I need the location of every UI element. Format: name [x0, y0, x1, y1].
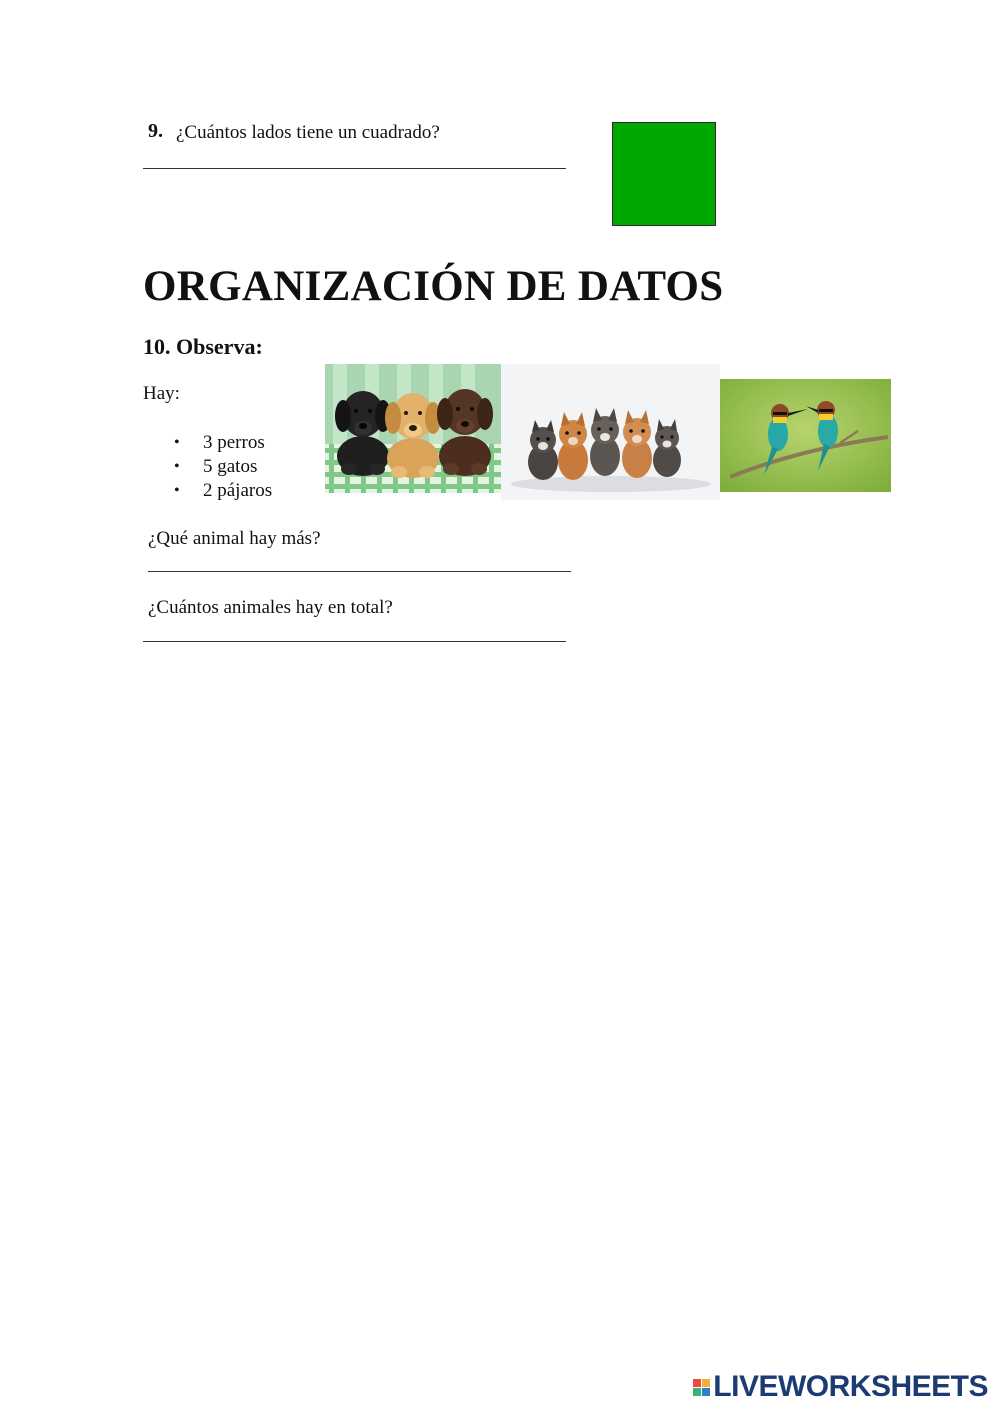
answer-line-q10-b[interactable] [143, 641, 566, 642]
answer-line-q10-a[interactable] [148, 571, 571, 572]
question-10-intro: Hay: [143, 383, 180, 404]
kittens-photo [501, 364, 720, 500]
logo-text: LIVEWORKSHEETS [713, 1370, 988, 1403]
question-10-title: 10. Observa: [143, 334, 263, 359]
list-item: • 3 perros [174, 431, 272, 455]
question-9-text: ¿Cuántos lados tiene un cuadrado? [176, 122, 440, 143]
puppies-photo [325, 364, 501, 493]
answer-line-q9[interactable] [143, 168, 566, 169]
question-10-b: ¿Cuántos animales hay en total? [148, 597, 393, 618]
green-square-figure [612, 122, 716, 226]
logo-mark-icon [693, 1379, 710, 1396]
section-title: ORGANIZACIÓN DE DATOS [143, 263, 724, 310]
list-item: • 5 gatos [174, 455, 272, 479]
birds-photo [720, 379, 891, 492]
list-item: • 2 pájaros [174, 479, 272, 503]
animal-count-list [174, 431, 272, 503]
liveworksheets-logo [693, 1370, 988, 1404]
question-10-a: ¿Qué animal hay más? [148, 528, 321, 549]
question-9-number: 9. [148, 120, 163, 142]
